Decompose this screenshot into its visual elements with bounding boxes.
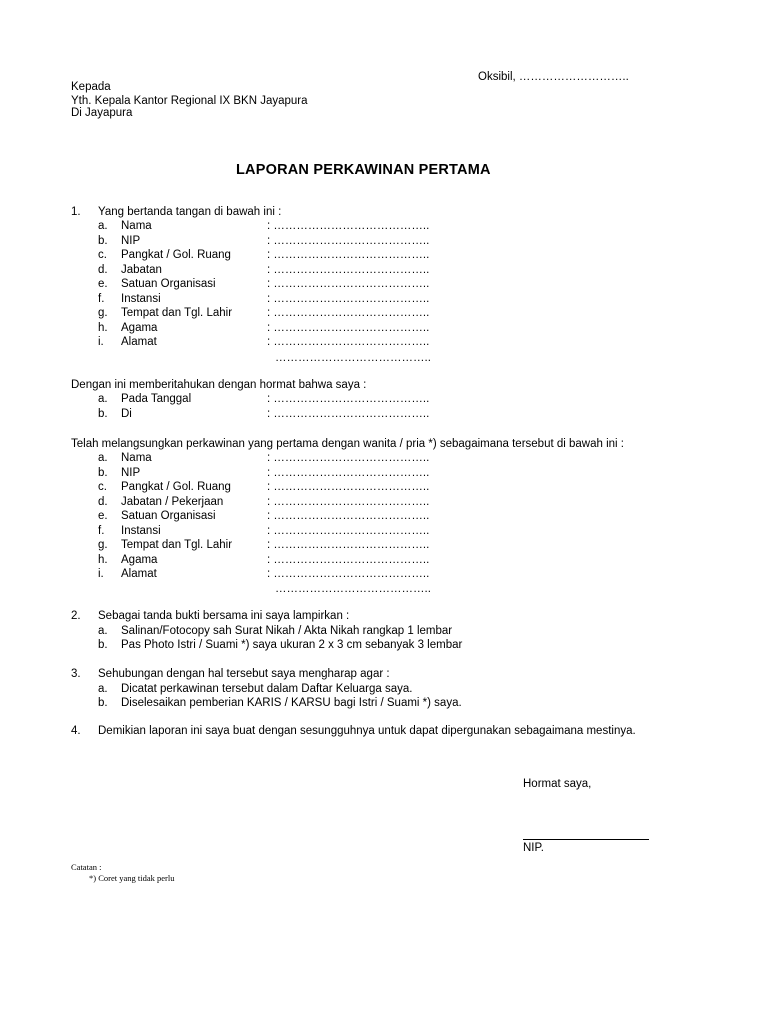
spouse-field-label: Nama (121, 452, 152, 464)
section-3-item-b: Diselesaikan pemberian KARIS / KARSU bagi Istri / Suami *) saya. (121, 697, 462, 709)
section-1-field-value: : ………………………………….. (267, 292, 430, 305)
section-1-field-letter: b. (98, 234, 108, 247)
section-2-item-b-letter: b. (98, 639, 108, 651)
section-1-field-value: : ………………………………….. (267, 278, 430, 290)
section-3-item-b-letter: b. (98, 697, 108, 709)
spouse-field-letter: i. (98, 568, 104, 580)
notice-field-value: : ………………………………….. (267, 407, 430, 420)
closing-text: Hormat saya, (523, 778, 592, 790)
notice-field-letter: a. (98, 393, 108, 405)
note-label: Catatan : (71, 862, 102, 872)
spouse-field-label: Pangkat / Gol. Ruang (121, 481, 231, 493)
section-1-intro: Yang bertanda tangan di bawah ini : (98, 206, 282, 218)
addressee-city: Di Jayapura (71, 107, 133, 119)
spouse-field-value: : ………………………………….. (267, 452, 430, 464)
spouse-field-label: Instansi (121, 524, 161, 537)
section-1-field-letter: a. (98, 220, 108, 232)
signature-line (523, 839, 649, 840)
section-1-field-letter: e. (98, 278, 108, 290)
section-1-field-value: : ………………………………….. (267, 220, 430, 232)
section-2-item-a: Salinan/Fotocopy sah Surat Nikah / Akta Nikah rangkap 1 lembar (121, 625, 453, 637)
section-2-item-b: Pas Photo Istri / Suami *) saya ukuran 2 x 3 cm sebanyak 3 lembar (121, 639, 463, 651)
section-1-field-label: Tempat dan Tgl. Lahir (121, 307, 233, 319)
spouse-field-label: Alamat (121, 568, 157, 580)
spouse-field-value: : ………………………………….. (267, 510, 430, 522)
section-1-field-label: Agama (121, 321, 158, 334)
spouse-field-letter: d. (98, 495, 108, 508)
section-1-field-letter: h. (98, 321, 108, 334)
section-2-number: 2. (71, 610, 81, 622)
spouse-address-continuation: ………………………………….. (275, 583, 431, 595)
section-1-number: 1. (71, 206, 81, 218)
notice-field-label: Di (121, 407, 132, 420)
section-3-item-a-letter: a. (98, 683, 108, 695)
section-1-field-value: : ………………………………….. (267, 321, 430, 334)
notice-intro: Dengan ini memberitahukan dengan hormat bahwa saya : (71, 379, 367, 391)
section-1-field-letter: d. (98, 263, 108, 276)
section-1-field-label: Jabatan (121, 263, 162, 276)
spouse-field-letter: f. (98, 524, 105, 537)
spouse-field-value: : ………………………………….. (267, 539, 430, 551)
note-text: *) Coret yang tidak perlu (89, 873, 175, 883)
section-1-field-letter: c. (98, 249, 107, 261)
addressee-to: Kepada (71, 81, 111, 93)
section-4-number: 4. (71, 725, 81, 737)
section-3-item-a: Dicatat perkawinan tersebut dalam Daftar Keluarga saya. (121, 683, 413, 695)
spouse-field-label: Jabatan / Pekerjaan (121, 495, 224, 508)
section-1-field-letter: i. (98, 336, 104, 348)
section-1-field-label: NIP (121, 234, 141, 247)
section-1-address-continuation: ………………………………….. (275, 352, 431, 364)
spouse-field-letter: h. (98, 553, 108, 566)
spouse-field-letter: c. (98, 481, 107, 493)
section-1-field-label: Nama (121, 220, 152, 232)
section-1-field-value: : ………………………………….. (267, 307, 430, 319)
addressee-name: Yth. Kepala Kantor Regional IX BKN Jayapura (71, 95, 308, 107)
section-1-field-label: Alamat (121, 336, 157, 348)
spouse-field-value: : ………………………………….. (267, 553, 430, 566)
spouse-field-value: : ………………………………….. (267, 568, 430, 580)
spouse-field-label: Agama (121, 553, 158, 566)
spouse-field-value: : ………………………………….. (267, 466, 430, 479)
spouse-field-label: Tempat dan Tgl. Lahir (121, 539, 233, 551)
spouse-field-label: NIP (121, 466, 141, 479)
section-1-field-letter: g. (98, 307, 108, 319)
section-4-text: Demikian laporan ini saya buat dengan sesungguhnya untuk dapat dipergunakan sebagaimana mestinya. (98, 725, 636, 737)
document-title: LAPORAN PERKAWINAN PERTAMA (236, 162, 491, 178)
section-1-field-label: Pangkat / Gol. Ruang (121, 249, 231, 261)
section-1-field-value: : ………………………………….. (267, 249, 430, 261)
section-1-field-label: Instansi (121, 292, 161, 305)
spouse-field-value: : ………………………………….. (267, 481, 430, 493)
spouse-field-letter: b. (98, 466, 108, 479)
notice-field-value: : ………………………………….. (267, 393, 430, 405)
spouse-field-value: : ………………………………….. (267, 524, 430, 537)
notice-field-label: Pada Tanggal (121, 393, 192, 405)
section-1-field-label: Satuan Organisasi (121, 278, 216, 290)
section-1-field-letter: f. (98, 292, 105, 305)
section-1-field-value: : ………………………………….. (267, 336, 430, 348)
notice-field-letter: b. (98, 407, 108, 420)
place-date: Oksibil, ……………………….. (478, 71, 629, 83)
section-1-field-value: : ………………………………….. (267, 234, 430, 247)
spouse-intro: Telah melangsungkan perkawinan yang pertama dengan wanita / pria *) sebagaimana tersebut di bawah ini : (71, 438, 624, 450)
nip-label: NIP. (523, 842, 544, 854)
section-2-item-a-letter: a. (98, 625, 108, 637)
section-1-field-value: : ………………………………….. (267, 263, 430, 276)
spouse-field-letter: g. (98, 539, 108, 551)
spouse-field-letter: a. (98, 452, 108, 464)
spouse-field-value: : ………………………………….. (267, 495, 430, 508)
section-2-intro: Sebagai tanda bukti bersama ini saya lampirkan : (98, 610, 350, 622)
section-3-intro: Sehubungan dengan hal tersebut saya mengharap agar : (98, 668, 390, 680)
spouse-field-letter: e. (98, 510, 108, 522)
section-3-number: 3. (71, 668, 81, 680)
spouse-field-label: Satuan Organisasi (121, 510, 216, 522)
